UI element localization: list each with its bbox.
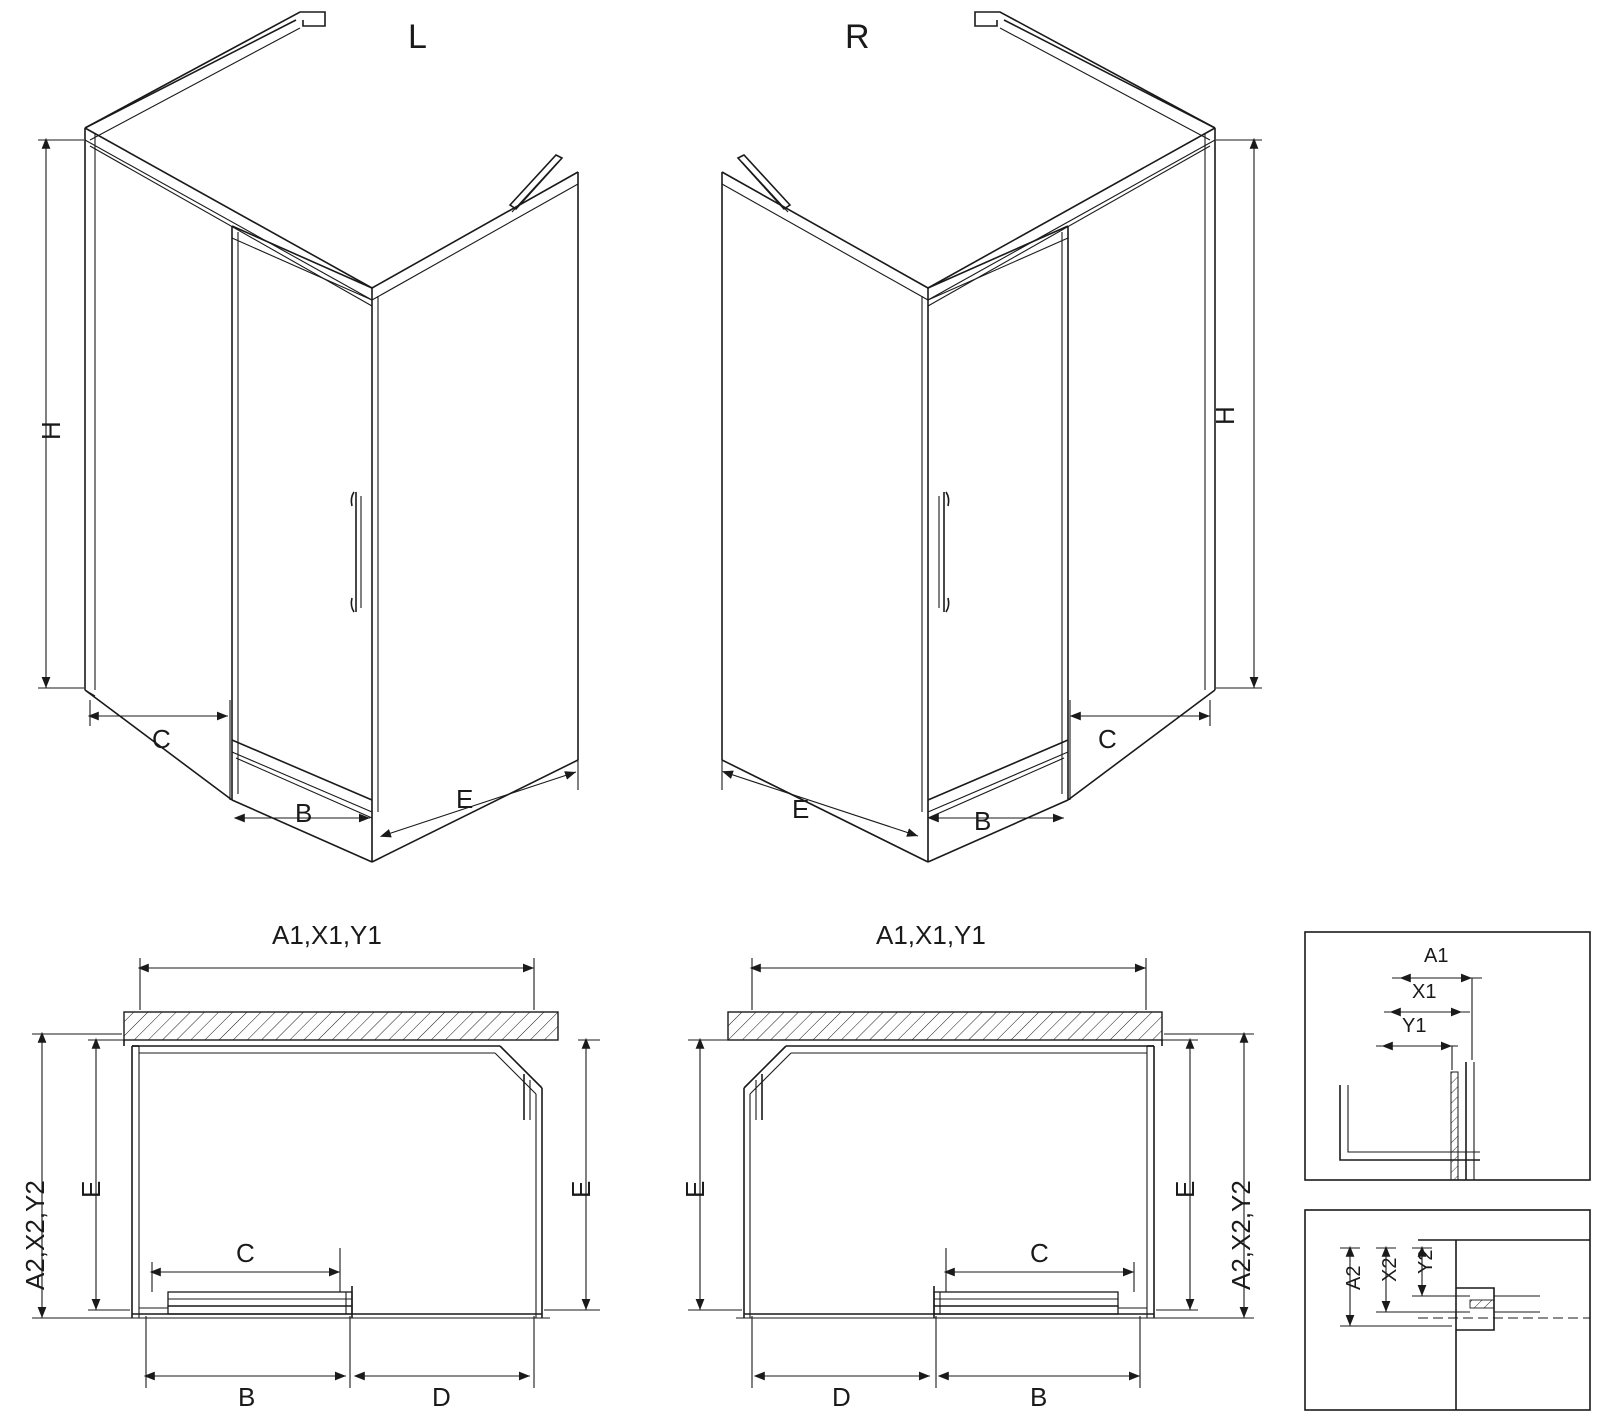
detail-bottom-x2-label: X2 [1379, 1257, 1401, 1282]
iso-view-right [722, 12, 1262, 862]
detail-bottom [1305, 1210, 1590, 1410]
iso-left-fixed-panel-label: C [152, 724, 171, 754]
plan-left-d-dim-label: D [432, 1382, 451, 1412]
detail-top-a1-label: A1 [1424, 945, 1449, 967]
iso-right-door-panel-label: B [974, 806, 992, 836]
plan-right-top-dim-label: A1,X1,Y1 [876, 920, 986, 950]
iso-left-side-panel-label: E [456, 784, 474, 814]
detail-bottom-a2-label: A2 [1343, 1265, 1365, 1290]
plan-right-b-dim-label: B [1030, 1382, 1048, 1412]
plan-left-right-dim-label: E [566, 1180, 596, 1198]
detail-top [1305, 932, 1590, 1180]
plan-right-outer-dim-label: A2,X2,Y2 [1226, 1180, 1256, 1290]
plan-view-left [32, 958, 600, 1388]
iso-right-side-panel-label: E [792, 794, 810, 824]
plan-right-left-dim-label: E [680, 1180, 710, 1198]
plan-right-c-dim-label: C [1030, 1238, 1049, 1268]
detail-bottom-y2-label: Y2 [1415, 1249, 1437, 1274]
detail-top-y1-label: Y1 [1402, 1015, 1427, 1037]
iso-right-fixed-panel-label: C [1098, 724, 1117, 754]
plan-view-right [688, 958, 1254, 1388]
plan-left-inner-dim-label: E [76, 1180, 106, 1198]
iso-right-variant-label: R [845, 18, 870, 56]
plan-right-d-dim-label: D [832, 1382, 851, 1412]
iso-view-left [38, 12, 578, 862]
iso-left-height-label: H [36, 421, 66, 440]
plan-left-outer-dim-label: A2,X2,Y2 [20, 1180, 50, 1290]
plan-right-inner-dim-label: E [1170, 1180, 1200, 1198]
detail-top-x1-label: X1 [1412, 981, 1437, 1003]
plan-left-top-dim-label: A1,X1,Y1 [272, 920, 382, 950]
iso-right-height-label: H [1210, 406, 1240, 425]
iso-left-door-panel-label: B [295, 798, 313, 828]
plan-left-b-dim-label: B [238, 1382, 256, 1412]
plan-left-c-dim-label: C [236, 1238, 255, 1268]
iso-left-variant-label: L [408, 18, 427, 56]
